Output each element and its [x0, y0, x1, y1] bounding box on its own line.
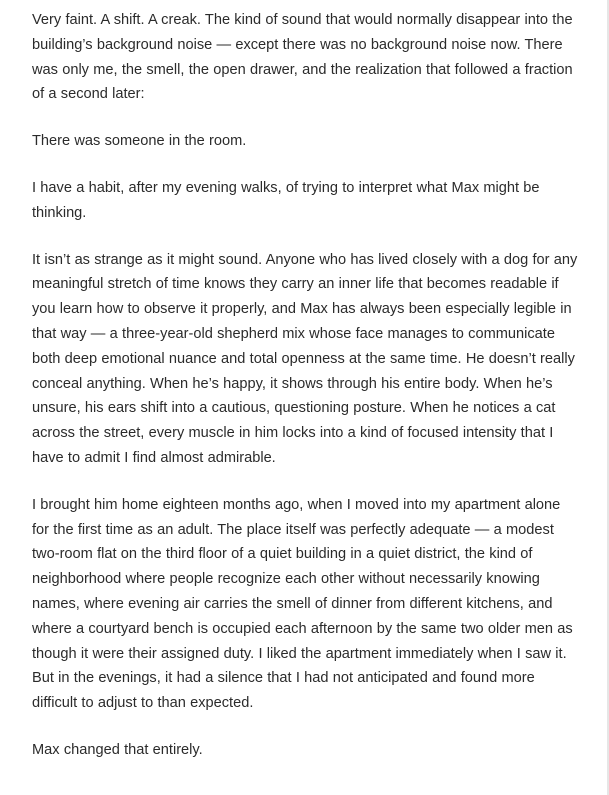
paragraph: I have a habit, after my evening walks, of trying to interpret what Max might be thinking. — [32, 179, 540, 221]
paragraph: It isn’t as strange as it might sound. Anyone who has lived closely with a dog for any meaningful stretch of time knows they carry an inner life that becomes readable if you learn how to observe it properly, and Max has always been especially legible in that way — a three-year-old shepherd mix whose face manages to communicate both deep emotional nuance and total openness at the same time. He doesn’t really conceal anything. When he’s happy, it shows through his entire body. When he’s unsure, his ears shift into a cautious, questioning posture. When he notices a cat across the street, every muscle in him locks into a kind of focused intensity that I have to admit I find almost admirable. — [32, 251, 578, 466]
paragraph: Very faint. A shift. A creak. The kind of sound that would normally disappear into the building’s background noise — except there was no background noise now. There was only me, the smell, the open drawer, and the realization that followed a fraction of a second later: — [32, 12, 573, 103]
paragraph: Max changed that entirely. — [32, 741, 203, 758]
paragraph: I brought him home eighteen months ago, when I moved into my apartment alone for the first time as an adult. The place itself was perfectly adequate — a modest two-room flat on the third floor of a quiet building in a quiet district, the kind of neighborhood where people recognize each other without necessarily knowing names, where evening air carries the smell of dinner from different kitchens, and where a courtyard bench is occupied each afternoon by the same two older men as though it were their assigned duty. I liked the apartment immediately when I saw it. But in the evenings, it had a silence that I had not anticipated and found more difficult to adjust to than expected. — [32, 496, 573, 712]
paragraph: There was someone in the room. — [32, 133, 247, 150]
article-body — [32, 8, 580, 785]
